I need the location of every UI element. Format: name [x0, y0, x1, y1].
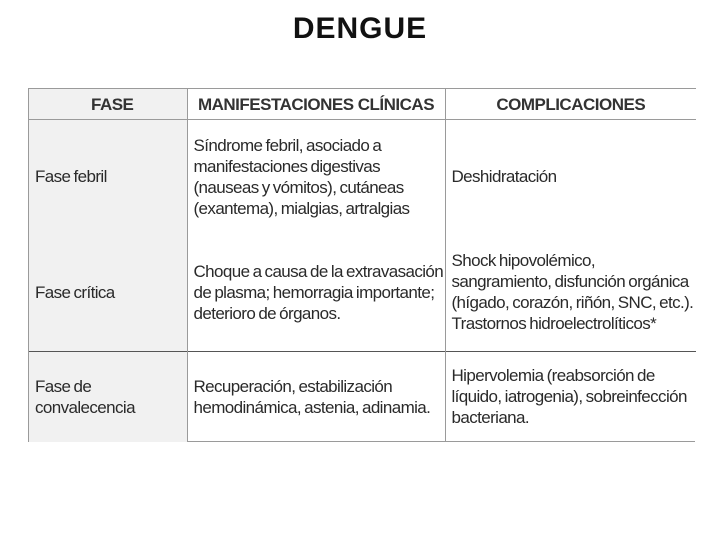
- cell-complicaciones: [445, 352, 696, 442]
- complicaciones-text: Deshidratación: [451, 167, 557, 187]
- fase-label: Fase de convalecencia: [35, 376, 135, 417]
- cell-manifestaciones: [187, 352, 445, 442]
- complicaciones-text: Shock hipovolémico, sangramiento, disfunción orgánica (hígado, corazón, riñón, SNC, etc.). Trastornos hidroelectrolíticos*: [451, 251, 694, 334]
- phases-table: [29, 88, 696, 442]
- header-manifestaciones: MANIFESTACIONES CLÍNICAS: [187, 89, 445, 120]
- cell-fase: [29, 352, 187, 442]
- table-row-febril: [29, 120, 696, 234]
- manifestaciones-text: Síndrome febril, asociado a manifestaciones digestivas (nauseas y vómitos), cutáneas (exantema), mialgias, artralgias: [193, 135, 410, 218]
- cell-complicaciones: [445, 234, 696, 352]
- table-header-row: [29, 89, 696, 120]
- cell-manifestaciones: [187, 120, 445, 234]
- fase-label: Fase crítica: [35, 282, 115, 302]
- header-fase: FASE: [29, 89, 187, 120]
- header-complicaciones: COMPLICACIONES: [445, 89, 696, 120]
- table-row-critica: [29, 234, 696, 352]
- dengue-phases-table: [28, 88, 695, 442]
- complicaciones-text: Hipervolemia (reabsorción de líquido, iatrogenia), sobreinfección bacteriana.: [451, 366, 687, 428]
- cell-fase: [29, 234, 187, 352]
- cell-complicaciones: [445, 120, 696, 234]
- manifestaciones-text: Choque a causa de la extravasación de plasma; hemorragia importante; deterioro de órganos.: [193, 261, 444, 323]
- cell-fase: [29, 120, 187, 234]
- table-row-convalecencia: [29, 352, 696, 442]
- cell-manifestaciones: [187, 234, 445, 352]
- manifestaciones-text: Recuperación, estabilización hemodinámica, astenia, adinamia.: [193, 376, 431, 417]
- fase-label: Fase febril: [35, 167, 107, 187]
- slide-title: DENGUE: [292, 12, 428, 45]
